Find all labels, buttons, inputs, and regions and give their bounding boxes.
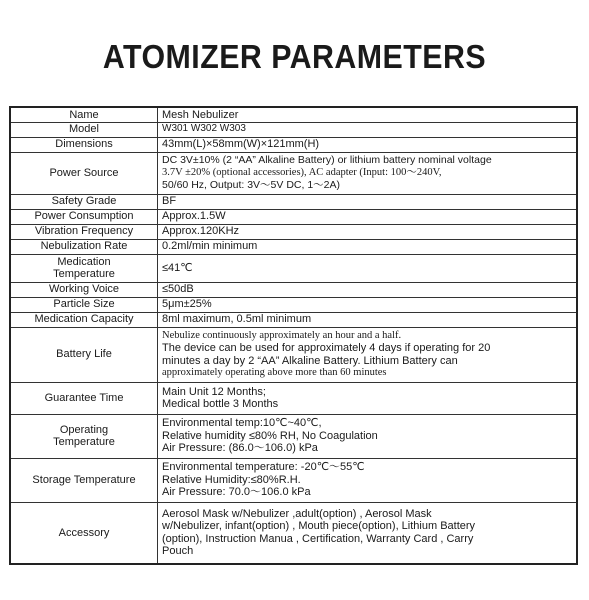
value-line: minutes a day by 2 “AA” Alkaline Battery. Lithium Battery can [162,354,458,367]
row-label: Power Consumption [10,209,158,224]
row-value [158,312,578,327]
row-value [158,107,578,122]
value-line: Environmental temperature: -20℃～55℃ [162,461,365,474]
row-label: Dimensions [10,137,158,152]
value-line: Relative Humidity:≤80%R.H. [162,473,301,486]
label-line: Temperature [53,436,115,448]
row-label: Model [10,122,158,137]
row-value [158,224,578,239]
table-row [10,107,577,122]
value-line: Approx.120KHz [162,225,240,238]
label-line: Operating [59,423,109,436]
row-value [158,152,578,194]
row-label: Working Voice [10,282,158,297]
table-row [10,209,577,224]
value-line: Air Pressure: (86.0～106.0) kPa [162,442,318,455]
row-value [158,194,578,209]
label-line: Temperature [53,268,115,280]
value-line: Main Unit 12 Months; [162,385,266,398]
row-value [158,297,578,312]
table-row [10,458,577,502]
value-line: 5μm±25% [162,298,212,311]
table-row [10,152,577,194]
value-line: Relative humidity ≤80% RH, No Coagulation [162,429,378,442]
row-value [158,502,578,564]
value-line: 3.7V ±20% (optional accessories), AC adapter (Input: 100～240V, [162,166,442,178]
table-row [10,137,577,152]
row-label [10,254,158,282]
table-row [10,122,577,137]
value-line: ≤41℃ [162,261,193,274]
table-row [10,254,577,282]
row-label: Accessory [10,502,158,564]
row-value [158,414,578,458]
row-value [158,327,578,382]
value-line: The device can be used for approximately 4 days if operating for 20 [162,342,491,354]
row-label: Nebulization Rate [10,239,158,254]
value-line: w/Nebulizer, infant(option) , Mouth piece(option), Lithium Battery [162,520,476,533]
row-value [158,458,578,502]
row-label: Storage Temperature [10,458,158,502]
value-line: 50/60 Hz, Output: 3V～5V DC, 1～2A) [162,179,340,192]
table-row [10,502,577,564]
table-row [10,224,577,239]
value-line: Nebulize continuously approximately an hour and a half. [162,329,402,341]
value-line: DC 3V±10% (2 “AA” Alkaline Battery) or lithium battery nominal voltage [162,154,492,167]
value-line: 0.2ml/min minimum [162,240,258,253]
table-row [10,297,577,312]
row-value [158,239,578,254]
value-line: Approx.1.5W [162,210,226,223]
row-label: Name [10,107,158,122]
parameters-table [9,106,578,565]
row-label: Vibration Frequency [10,224,158,239]
value-line: Pouch [162,545,194,558]
row-label: Guarantee Time [10,382,158,414]
row-label: Medication Capacity [10,312,158,327]
table-row [10,282,577,297]
row-value [158,254,578,282]
row-value [158,209,578,224]
table-row [10,327,577,382]
value-line: Medical bottle 3 Months [162,398,279,410]
table-row [10,414,577,458]
row-label: Power Source [10,152,158,194]
value-line: Aerosol Mask w/Nebulizer ,adult(option) , Aerosol Mask [162,507,432,520]
page-title: ATOMIZER PARAMETERS [102,38,487,75]
row-value [158,282,578,297]
label-line: Medication [57,255,111,268]
value-line: BF [162,195,177,208]
table-row [10,239,577,254]
row-value [158,137,578,152]
value-line: 8ml maximum, 0.5ml minimum [162,313,312,326]
value-line: ≤50dB [162,283,194,296]
row-label: Safety Grade [10,194,158,209]
value-line: Air Pressure: 70.0～106.0 kPa [162,486,311,499]
row-value [158,122,578,137]
row-label [10,414,158,458]
value-line: Environmental temp:10℃~40℃, [162,417,322,430]
table-row [10,382,577,414]
value-line: 43mm(L)×58mm(W)×121mm(H) [162,138,320,151]
value-line: Mesh Nebulizer [162,108,239,121]
value-line: W301 W302 W303 [162,123,246,135]
table-row [10,194,577,209]
value-line: (option), Instruction Manua , Certification, Warranty Card , Carry [162,532,474,545]
table-row [10,312,577,327]
row-label: Battery Life [10,327,158,382]
row-label: Particle Size [10,297,158,312]
row-value [158,382,578,414]
value-line: approximately operating above more than 60 minutes [162,367,387,378]
